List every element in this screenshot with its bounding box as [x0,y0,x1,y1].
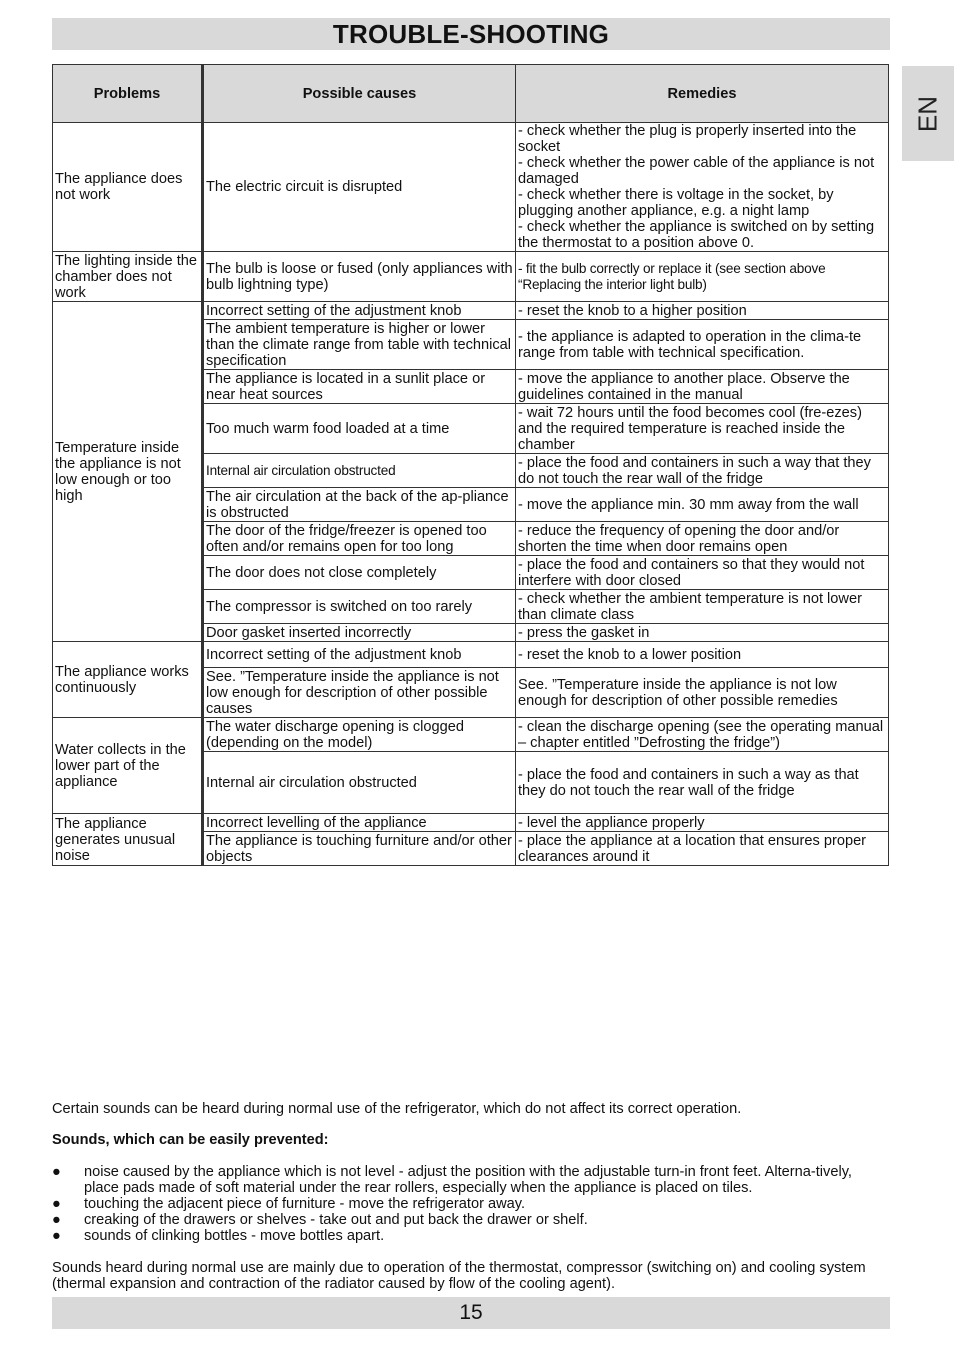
remedy-cell: - the appliance is adapted to operation in the clima-te range from table with technical specification. [516,320,889,370]
table-row [53,814,889,832]
table-row [53,642,889,668]
remedy-cell: - clean the discharge opening (see the operating manual – chapter entitled ”Defrosting the fridge”) [516,718,889,752]
bullet-icon: ● [52,1212,61,1228]
troubleshooting-table [52,64,889,866]
cause-cell: Incorrect setting of the adjustment knob [203,642,516,668]
cause-cell: Internal air circulation obstructed [203,454,516,488]
cause-cell: The electric circuit is disrupted [203,123,516,252]
remedy-cell: - place the appliance at a location that ensures proper clearances around it [516,832,889,866]
header-problems: Problems [53,65,203,123]
remedy-cell: - reset the knob to a lower position [516,642,889,668]
list-item-text: creaking of the drawers or shelves - take out and put back the drawer or shelf. [84,1212,588,1228]
page-number: 15 [52,1297,890,1329]
remedy-cell: - place the food and containers in such a way that they do not touch the rear wall of the fridge [516,454,889,488]
header-remedies: Remedies [516,65,889,123]
list-item [52,1164,888,1196]
remedy-cell: See. ”Temperature inside the appliance is not low enough for description of other possible remedies [516,668,889,718]
cause-cell: The appliance is touching furniture and/or other objects [203,832,516,866]
bullet-icon: ● [52,1228,61,1244]
cause-cell: The compressor is switched on too rarely [203,590,516,624]
table-row [53,123,889,252]
remedy-cell: - place the food and containers so that they would not interfere with door closed [516,556,889,590]
list-item-text: touching the adjacent piece of furniture - move the refrigerator away. [84,1196,526,1212]
remedy-cell: - press the gasket in [516,624,889,642]
remedy-cell: - move the appliance min. 30 mm away from the wall [516,488,889,522]
cause-cell: Incorrect setting of the adjustment knob [203,302,516,320]
list-item [52,1228,888,1244]
remedy-cell: - wait 72 hours until the food becomes cool (fre-ezes) and the required temperature is reached inside the chamber [516,404,889,454]
remedy-cell: - reduce the frequency of opening the door and/or shorten the time when door remains open [516,522,889,556]
table-row [53,252,889,302]
remedy-cell: - check whether the ambient temperature is not lower than climate class [516,590,889,624]
sounds-subheading: Sounds, which can be easily prevented: [52,1132,329,1148]
sounds-list [52,1164,888,1244]
cause-cell: The appliance is located in a sunlit place or near heat sources [203,370,516,404]
list-item [52,1196,888,1212]
cause-cell: Incorrect levelling of the appliance [203,814,516,832]
sounds-closing: Sounds heard during normal use are mainly due to operation of the thermostat, compressor (switching on) and cooling system (thermal expansion and contraction of the radiator caused by flow of the cooling agent). [52,1260,866,1292]
language-label: EN [912,95,943,132]
cause-cell: Internal air circulation obstructed [203,752,516,814]
remedy-cell: - move the appliance to another place. Observe the guidelines contained in the manual [516,370,889,404]
list-item-text: sounds of clinking bottles - move bottles apart. [84,1228,385,1244]
cause-cell: Door gasket inserted incorrectly [203,624,516,642]
page-title: TROUBLE-SHOOTING [52,18,890,50]
table-row [53,302,889,320]
remedy-cell: - fit the bulb correctly or replace it (see section above “Replacing the interior light bulb) [516,252,889,302]
remedy-cell: - level the appliance properly [516,814,889,832]
problem-cell: Water collects in the lower part of the appliance [53,718,203,814]
remedy-cell: - reset the knob to a higher position [516,302,889,320]
cause-cell: The door does not close completely [203,556,516,590]
language-tab [902,66,954,161]
problem-cell: Temperature inside the appliance is not low enough or too high [53,302,203,642]
problem-cell: The appliance generates unusual noise [53,814,203,866]
cause-cell: The ambient temperature is higher or lower than the climate range from table with technical specification [203,320,516,370]
table-row [53,718,889,752]
problem-cell: The appliance works continuously [53,642,203,718]
bullet-icon: ● [52,1164,61,1180]
cause-cell: The bulb is loose or fused (only appliances with bulb lightning type) [203,252,516,302]
sounds-intro: Certain sounds can be heard during normal use of the refrigerator, which do not affect its correct operation. [52,1101,742,1117]
cause-cell: Too much warm food loaded at a time [203,404,516,454]
problem-cell: The lighting inside the chamber does not work [53,252,203,302]
cause-cell: The water discharge opening is clogged (depending on the model) [203,718,516,752]
list-item-text: noise caused by the appliance which is not level - adjust the position with the adjustable turn-in front feet. Alterna-tively, place pads made of soft material under the rear rollers, especially when the appliance is placed on tiles. [84,1164,852,1196]
cause-cell: See. ”Temperature inside the appliance is not low enough for description of other possible causes [203,668,516,718]
cause-cell: The air circulation at the back of the ap-pliance is obstructed [203,488,516,522]
remedy-cell: - check whether the plug is properly inserted into the socket - check whether the power cable of the appliance is not damaged - check whether there is voltage in the socket, by plugging another appliance, e.g. a night lamp - check whether the appliance is switched on by setting the thermostat to a position above 0. [516,123,889,252]
problem-cell: The appliance does not work [53,123,203,252]
remedy-cell: - place the food and containers in such a way as that they do not touch the rear wall of the fridge [516,752,889,814]
bullet-icon: ● [52,1196,61,1212]
table-header-row [53,65,889,123]
header-causes: Possible causes [203,65,516,123]
cause-cell: The door of the fridge/freezer is opened too often and/or remains open for too long [203,522,516,556]
list-item [52,1212,888,1228]
